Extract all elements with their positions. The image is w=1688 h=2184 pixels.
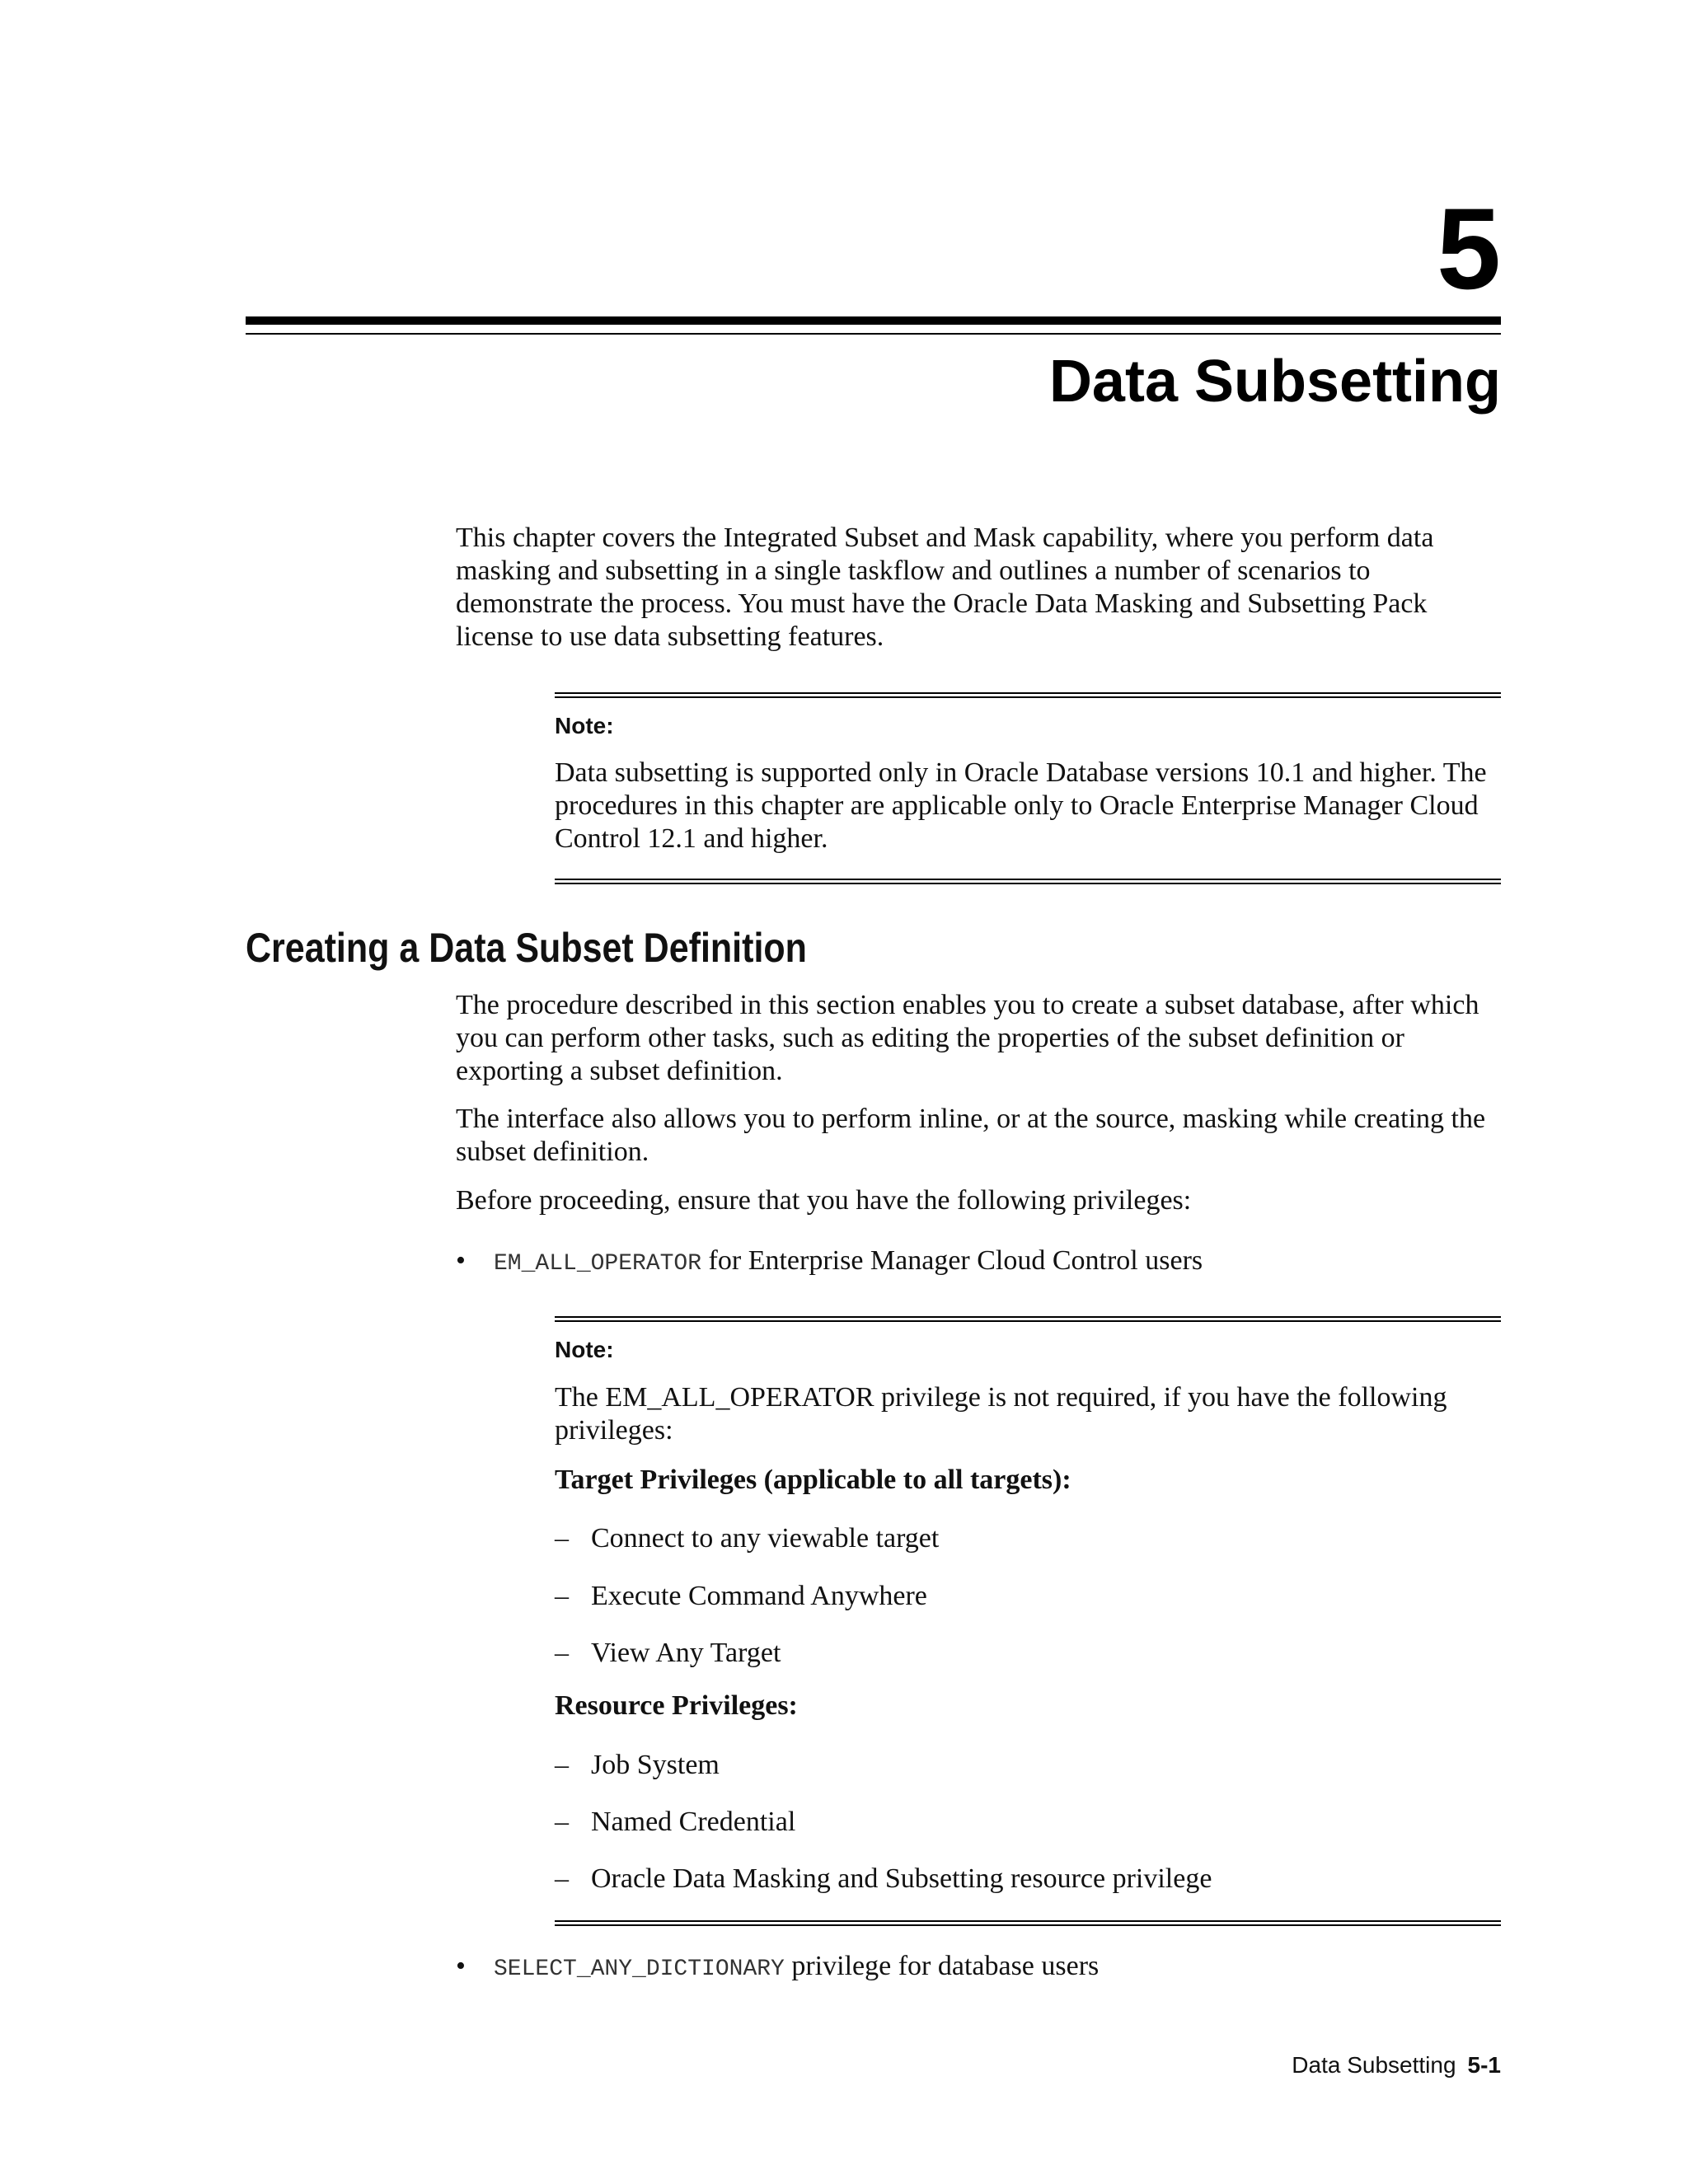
target-privileges-heading: Target Privileges (applicable to all targets):	[555, 1465, 1071, 1495]
list-item: – Job System	[555, 1750, 720, 1780]
bullet-text: for Enterprise Manager Cloud Control users	[708, 1245, 1203, 1276]
section-paragraph: The interface also allows you to perform inline, or at the source, masking while creating the subset definition.	[456, 1104, 1486, 1167]
bullet-item	[456, 1950, 1099, 1986]
page-number: 5-1	[1467, 2052, 1501, 2078]
chapter-rule-thin	[246, 333, 1501, 335]
note-top-rule	[555, 1316, 1501, 1322]
note-label: Note:	[555, 1337, 614, 1362]
resource-privileges-heading: Resource Privileges:	[555, 1690, 798, 1721]
section-paragraph: The procedure described in this section enables you to create a subset database, after which you can perform other tasks, such as editing the properties of the subset definition or exporting a subset definition.	[456, 990, 1479, 1086]
chapter-rule-thick	[246, 316, 1501, 325]
intro-paragraph: This chapter covers the Integrated Subset and Mask capability, where you perform data masking and subsetting in a single taskflow and outlines a number of scenarios to demonstrate the process. You must have the Oracle Data Masking and Subsetting Pack license to use data subsetting features.	[456, 523, 1434, 652]
list-item: – View Any Target	[555, 1638, 781, 1668]
note-label: Note:	[555, 713, 614, 738]
bullet-text: privilege for database users	[791, 1951, 1100, 1981]
note-top-rule	[555, 692, 1501, 698]
list-item: – Connect to any viewable target	[555, 1523, 940, 1554]
list-item: – Execute Command Anywhere	[555, 1581, 927, 1611]
bullet-item	[456, 1244, 1203, 1281]
note-bottom-rule	[555, 1920, 1501, 1926]
note-text: Data subsetting is supported only in Oracle Database versions 10.1 and higher. The procedures in this chapter are applicable only to Oracle Enterprise Manager Cloud Control 12.1 and higher.	[555, 757, 1487, 854]
chapter-title: Data Subsetting	[1048, 349, 1501, 415]
footer-title: Data Subsetting	[1292, 2052, 1456, 2078]
chapter-number: 5	[1437, 184, 1501, 313]
note-bottom-rule	[555, 879, 1501, 884]
bullet-symbol: •	[456, 1951, 466, 1981]
privilege-code: SELECT_ANY_DICTIONARY	[494, 1957, 785, 1982]
note-text: The EM_ALL_OPERATOR privilege is not required, if you have the following privileges:	[555, 1382, 1447, 1446]
list-item: – Oracle Data Masking and Subsetting resource privilege	[555, 1863, 1212, 1894]
page-footer	[1292, 2051, 1501, 2079]
list-item: – Named Credential	[555, 1807, 796, 1837]
section-heading: Creating a Data Subset Definition	[246, 925, 807, 971]
section-paragraph: Before proceeding, ensure that you have the following privileges:	[456, 1185, 1192, 1216]
privilege-code: EM_ALL_OPERATOR	[494, 1251, 702, 1277]
bullet-symbol: •	[456, 1245, 466, 1276]
